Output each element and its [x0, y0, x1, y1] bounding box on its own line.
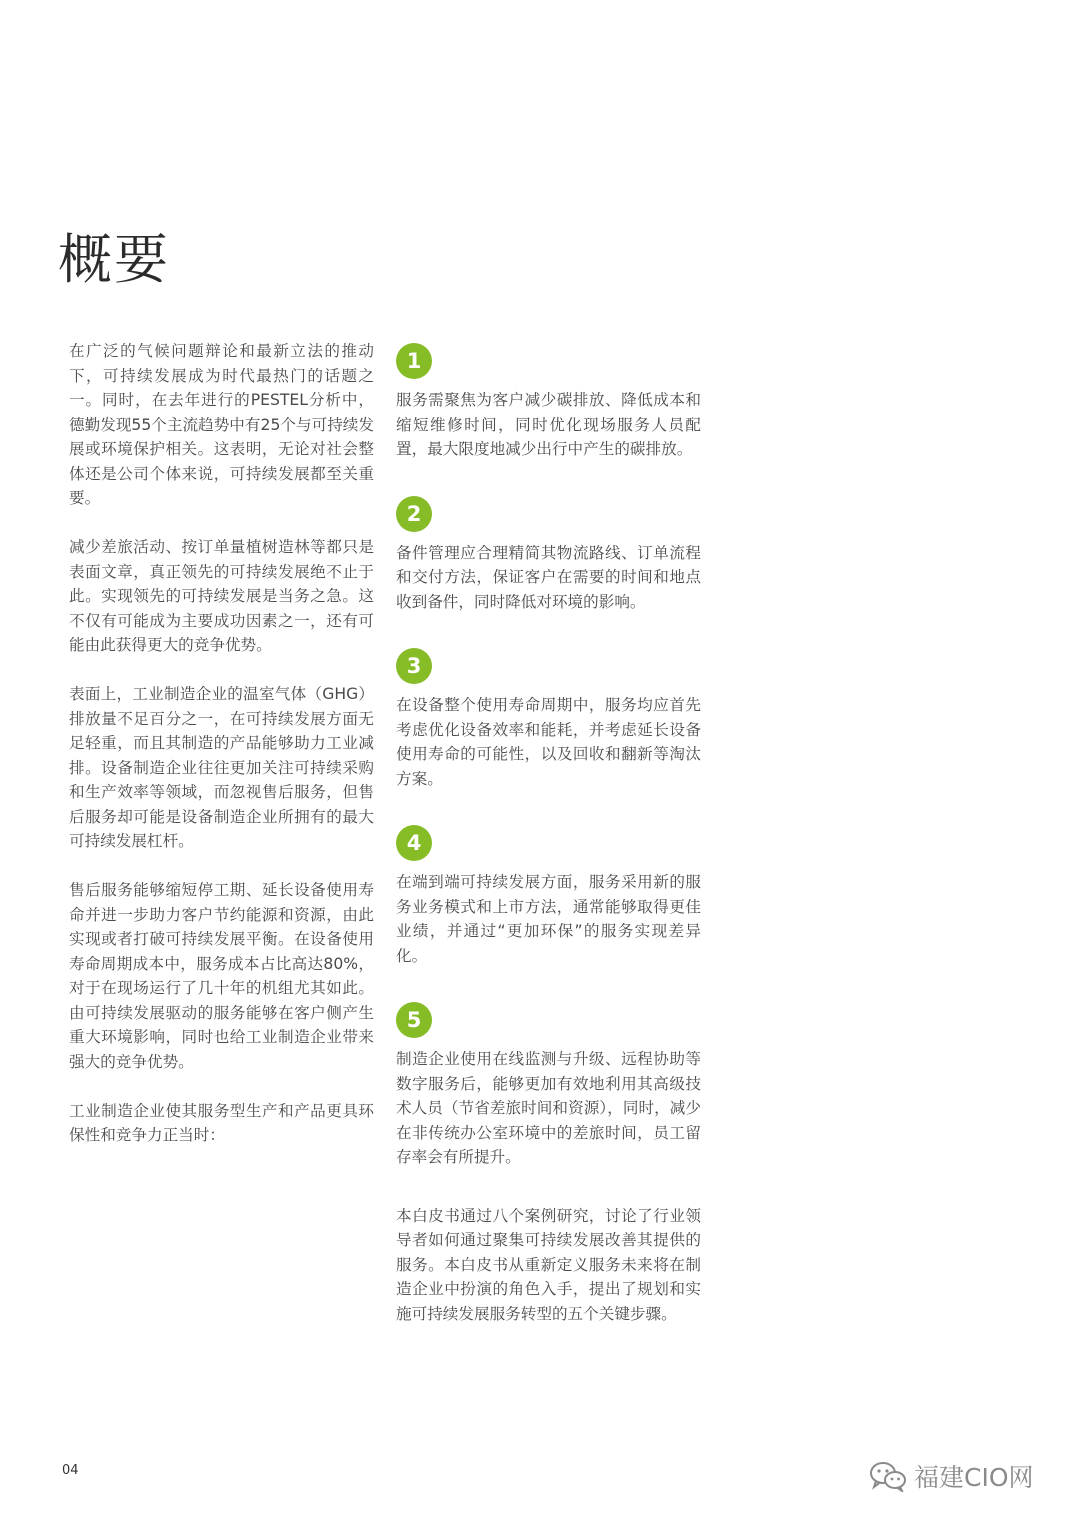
number-badge: 5 [396, 1002, 432, 1038]
number-badge: 3 [396, 648, 432, 684]
key-point-text: 制造企业使用在线监测与升级、远程协助等数字服务后，能够更加有效地利用其高级技术人员（节省差旅时间和资源），同时，减少在非传统办公室环境中的差旅时间，员工留存率会有所提升。 [396, 1050, 701, 1166]
page-number: 04 [62, 1463, 79, 1478]
body-paragraph: 表面上，工业制造企业的温室气体（GHG）排放量不足百分之一，在可持续发展方面无足轻重，而且其制造的产品能够助力工业减排。设备制造企业往往更加关注可持续采购和生产效率等领域，而忽视售后服务，但售后服务却可能是设备制造企业所拥有的最大可持续发展杠杆。 [69, 685, 374, 850]
key-point-text: 在设备整个使用寿命周期中，服务均应首先考虑优化设备效率和能耗，并考虑延长设备使用寿命的可能性，以及回收和翻新等淘汰方案。 [396, 696, 701, 788]
key-point-text: 备件管理应合理精简其物流路线、订单流程和交付方法，保证客户在需要的时间和地点收到备件，同时降低对环境的影响。 [396, 543, 701, 611]
number-badge: 2 [396, 496, 432, 532]
key-point-text: 在端到端可持续发展方面，服务采用新的服务业务模式和上市方法，通常能够取得更佳业绩，并通过“更加环保”的服务实现差异化。 [396, 873, 701, 965]
key-point-5 [396, 1002, 701, 1170]
left-column [69, 339, 374, 1172]
body-paragraph: 减少差旅活动、按订单量植树造林等都只是表面文章，真正领先的可持续发展绝不止于此。实现领先的可持续发展是当务之急。这不仅有可能成为主要成功因素之一，还有可能由此获得更大的竞争优势。 [69, 538, 374, 654]
key-point-text: 服务需聚焦为客户减少碳排放、降低成本和缩短维修时间，同时优化现场服务人员配置，最大限度地减少出行中产生的碳排放。 [396, 391, 701, 458]
number-badge: 1 [396, 343, 432, 379]
body-paragraph: 工业制造企业使其服务型生产和产品更具环保性和竞争力正当时： [69, 1101, 374, 1144]
right-column [396, 343, 701, 1351]
body-paragraph: 在广泛的气候问题辩论和最新立法的推动下，可持续发展成为时代最热门的话题之一。同时，在去年进行的PESTEL分析中，德勤发现55个主流趋势中有25个与可持续发展或环境保护相关。这表明，无论对社会整体还是公司个体来说，可持续发展都至关重要。 [69, 342, 374, 507]
body-paragraph: 售后服务能够缩短停工期、延长设备使用寿命并进一步助力客户节约能源和资源，由此实现或者打破可持续发展平衡。在设备使用寿命周期成本中，服务成本占比高达80%，对于在现场运行了几十年的机组尤其如此。由可持续发展驱动的服务能够在客户侧产生重大环境影响，同时也给工业制造企业带来强大的竞争优势。 [69, 881, 374, 1071]
wechat-icon [868, 1460, 908, 1492]
number-badge: 4 [396, 825, 432, 861]
watermark [868, 1458, 1034, 1494]
key-point-2 [396, 496, 701, 615]
key-point-3 [396, 648, 701, 791]
key-point-4 [396, 825, 701, 968]
watermark-text: 福建CIO网 [914, 1463, 1034, 1492]
key-point-1 [396, 343, 701, 462]
closing-paragraph: 本白皮书通过八个案例研究，讨论了行业领导者如何通过聚集可持续发展改善其提供的服务。本白皮书从重新定义服务未来将在制造企业中扮演的角色入手，提出了规划和实施可持续发展服务转型的五个关键步骤。 [396, 1206, 701, 1323]
page-title: 概要 [58, 228, 170, 291]
